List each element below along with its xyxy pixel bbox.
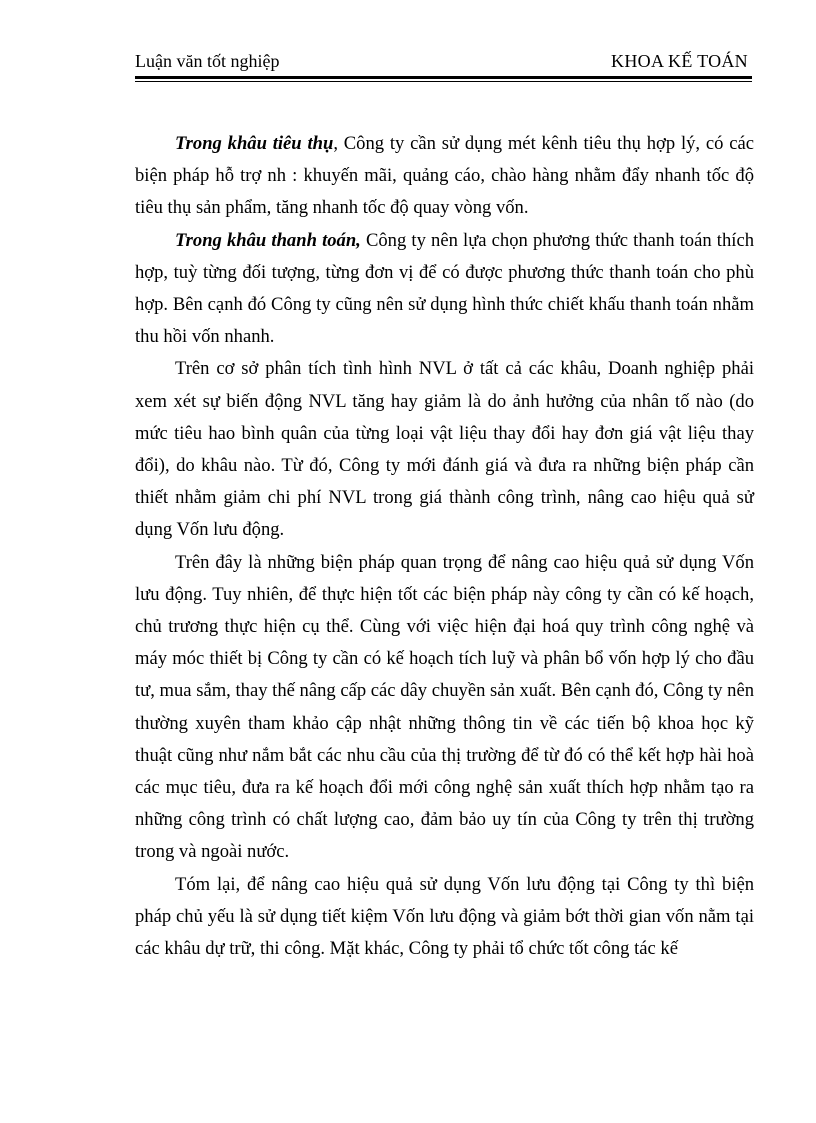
document-body [135,128,754,965]
header-divider-thick-line [135,76,752,79]
paragraph-consumption-stage [135,128,754,225]
paragraph-lead-heading: Trong khâu thanh toán, [175,229,361,251]
paragraph-text: , Công ty cần sử dụng mét kênh tiêu thụ hợp lý, có các biện pháp hỗ trợ nh : khuyến mãi, quảng cáo, chào hàng nhằm đẩy nhanh tốc độ tiêu thụ sản phẩm, tăng nhanh tốc độ quay vòng vốn. [135,133,754,219]
paragraph-materials-analysis: Trên cơ sở phân tích tình hình NVL ở tất cả các khâu, Doanh nghiệp phải xem xét sự biến động NVL tăng hay giảm là do ảnh hưởng của nhân tố nào (do mức tiêu hao bình quân của từng loại vật liệu thay đổi hay đơn giá vật liệu thay đổi), do khâu nào. Từ đó, Công ty mới đánh giá và đưa ra những biện pháp cần thiết nhằm giảm chi phí NVL trong giá thành công trình, nâng cao hiệu quả sử dụng Vốn lưu động. [135,358,754,541]
header-divider-thin-line [135,81,752,82]
paragraph-key-measures: Trên đây là những biện pháp quan trọng để nâng cao hiệu quả sử dụng Vốn lưu động. Tuy nhiên, để thực hiện tốt các biện pháp này công ty cần có kế hoạch, chủ trương thực hiện cụ thể. Cùng với việc hiện đại hoá quy trình công nghệ và máy móc thiết bị Công ty cần có kế hoạch tích luỹ và phân bổ vốn hợp lý cho đầu tư, mua sắm, thay thế nâng cấp các dây chuyền sản xuất. Bên cạnh đó, Công ty nên thường xuyên tham khảo cập nhật những thông tin về các tiến bộ khoa học kỹ thuật cũng như nắm bắt các nhu cầu của thị trường để từ đó có thể kết hợp hài hoà các mục tiêu, đưa ra kế hoạch đổi mới công nghệ sản xuất thích hợp nhằm tạo ra những công trình có chất lượng cao, đảm bảo uy tín của Công ty trên thị trường trong và ngoài nước. [135,551,754,863]
paragraph-payment-stage [135,225,754,354]
paragraph-text: Công ty nên lựa chọn phương thức thanh toán thích hợp, tuỳ từng đối tượng, từng đơn vị để có được phương thức thanh toán cho phù hợp. Bên cạnh đó Công ty cũng nên sử dụng hình thức chiết khấu thanh toán nhằm thu hồi vốn nhanh. [135,229,754,348]
header-thesis-title: Luận văn tốt nghiệp [135,51,280,71]
header-divider [135,76,752,82]
header-faculty-name: KHOA KẾ TOÁN [611,51,748,71]
page-header [135,50,752,74]
paragraph-conclusion: Tóm lại, để nâng cao hiệu quả sử dụng Vốn lưu động tại Công ty thì biện pháp chủ yếu là sử dụng tiết kiệm Vốn lưu động và giảm bớt thời gian vốn nằm tại các khâu dự trữ, thi công. Mặt khác, Công ty phải tổ chức tốt công tác kế [135,873,754,960]
paragraph-lead-heading: Trong khâu tiêu thụ [175,133,334,154]
